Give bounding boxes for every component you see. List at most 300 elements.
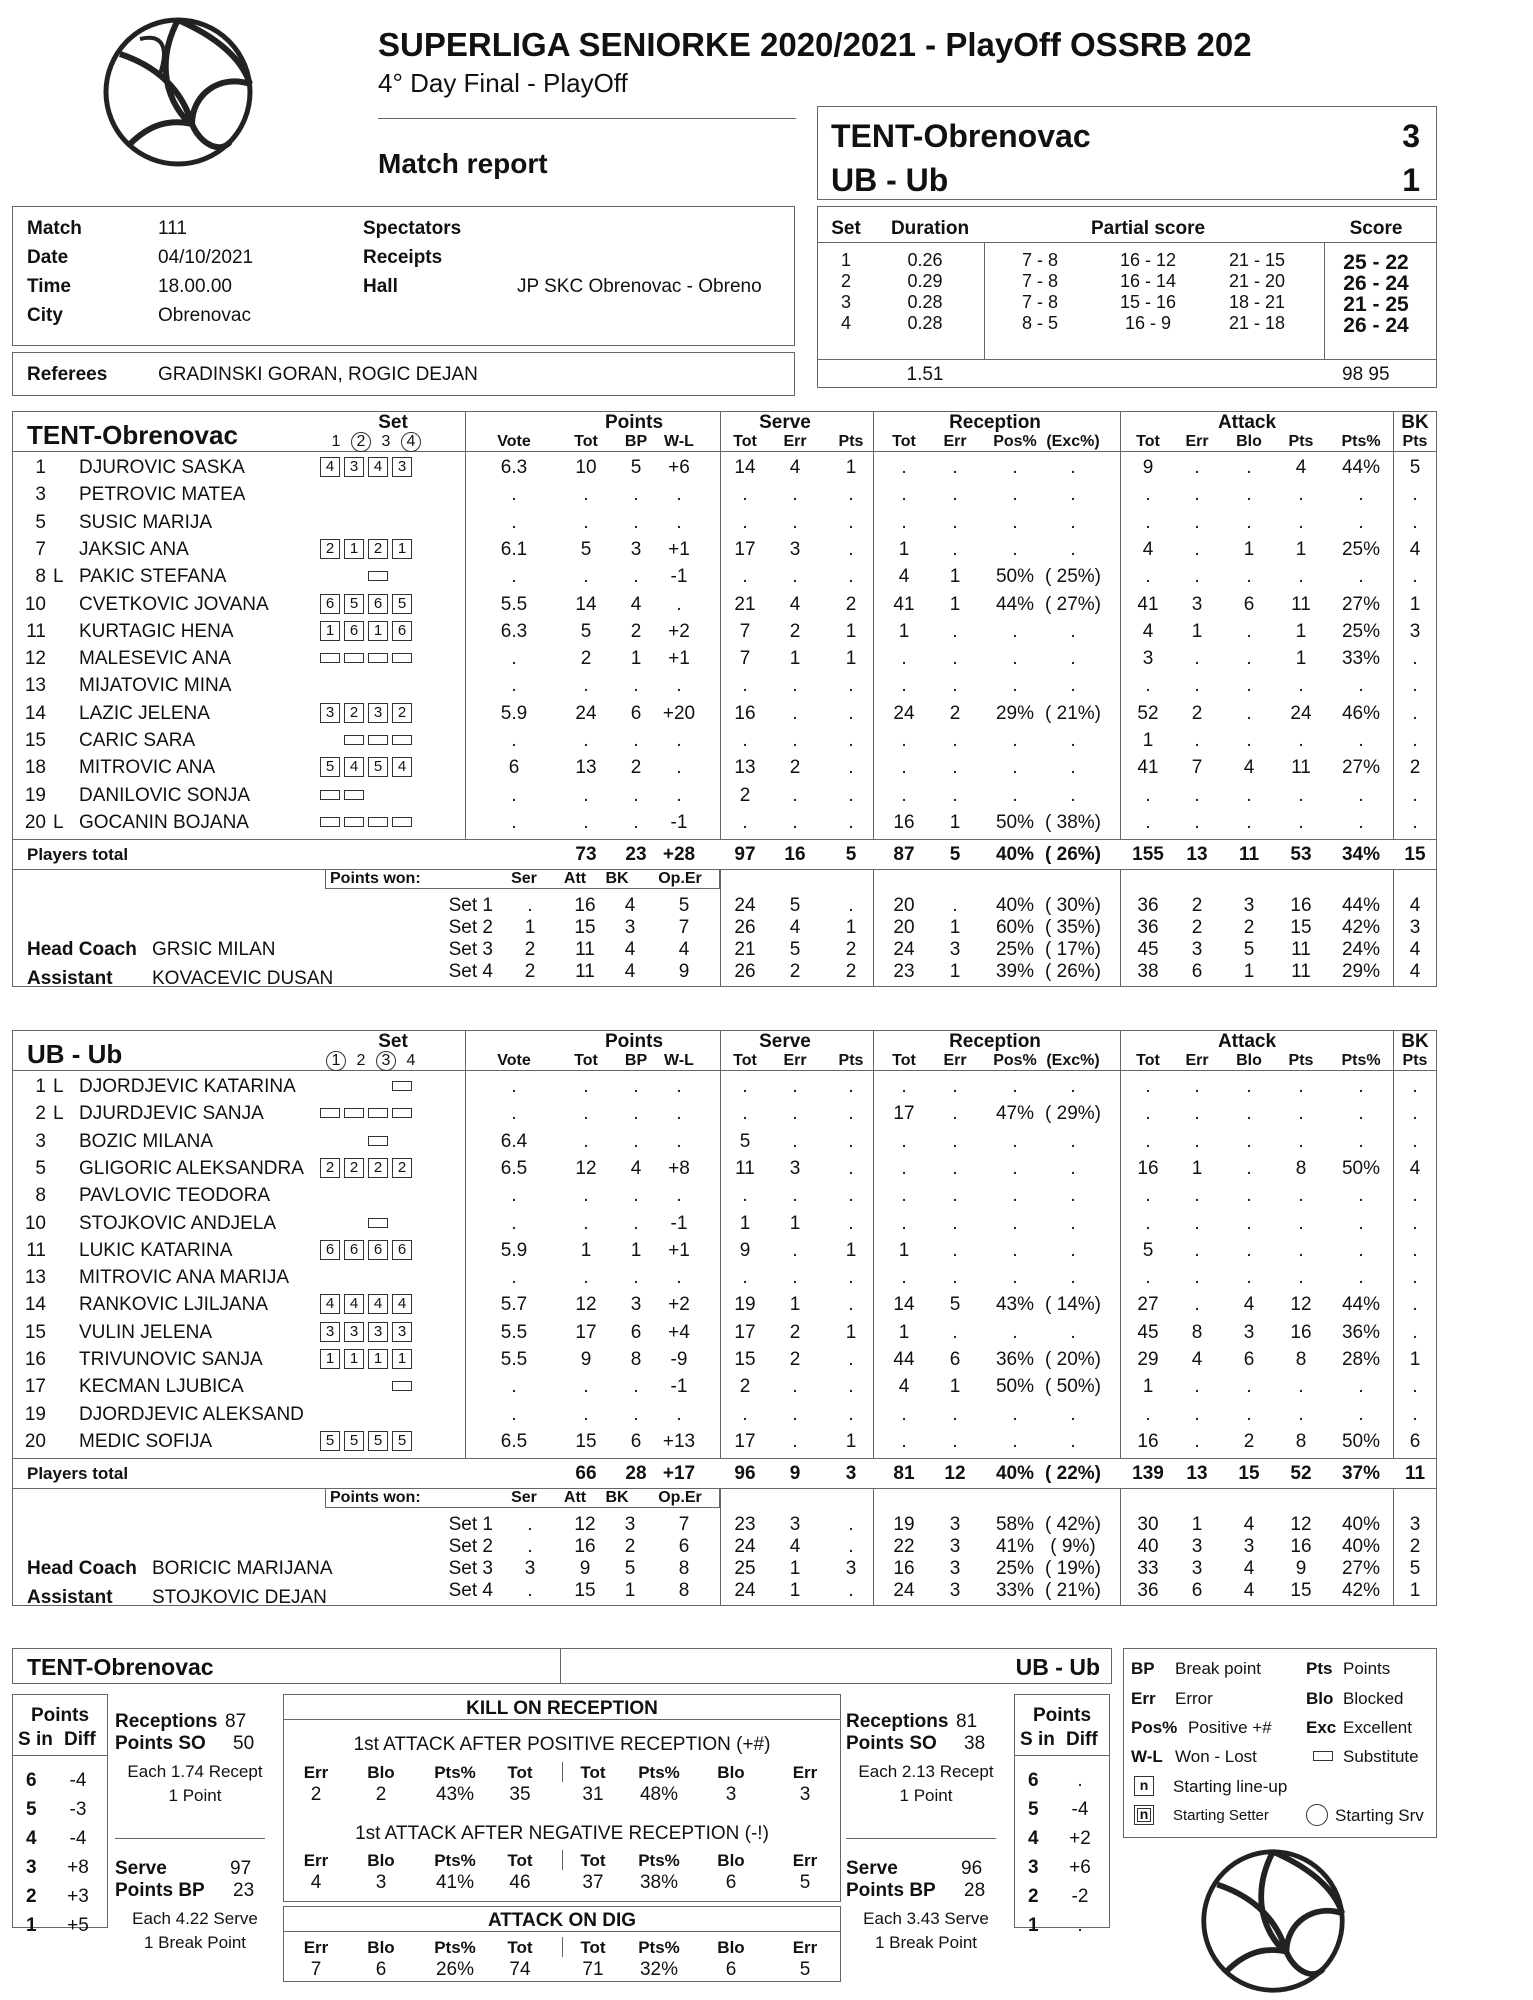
sets-row-partial2: 16 - 14 <box>1119 271 1177 291</box>
player-name: CVETKOVIC JOVANA <box>79 593 269 615</box>
stat-bk: 5 <box>1409 457 1421 478</box>
stat-apts: 1 <box>1295 648 1307 670</box>
stat-rerr: . <box>952 484 958 506</box>
stat-serr: 2 <box>789 757 801 779</box>
legend-lineup-text: Starting line-up <box>1173 1777 1288 1796</box>
stat-vote: 6 <box>508 757 520 779</box>
set-bkp: 3 <box>1409 917 1421 939</box>
col-blo: Blo <box>1236 1052 1262 1069</box>
stat-rtot: . <box>901 1157 907 1179</box>
stat-exc: ( 38%) <box>1045 811 1101 833</box>
bottom-home-name: TENT-Obrenovac <box>27 1654 214 1680</box>
stat-rerr: . <box>952 1403 958 1425</box>
divider <box>12 1070 1437 1071</box>
stat-pos: . <box>1012 1157 1018 1179</box>
set-rtot: 24 <box>893 1580 915 1602</box>
stat-ptot: 1 <box>580 1239 592 1261</box>
stat-vote: . <box>511 484 517 506</box>
set-box-empty <box>320 1404 340 1424</box>
assistant-name: STOJKOVIC DEJAN <box>152 1587 327 1609</box>
stat-rtot: 41 <box>893 593 915 615</box>
stat-stot: 11 <box>735 1157 755 1179</box>
rotation-points-label: Points <box>1032 1705 1092 1726</box>
stat-ptot: . <box>583 1076 589 1097</box>
substitute-box <box>320 817 340 827</box>
stat-spts: 1 <box>845 1239 857 1261</box>
set-pos: 41% <box>995 1536 1035 1558</box>
stat-exc: . <box>1070 538 1076 560</box>
player-name: DJUROVIC SASKA <box>79 457 245 478</box>
legend-exc-key: Exc <box>1306 1718 1337 1737</box>
set-serr: 1 <box>789 1580 801 1602</box>
divider <box>562 1850 563 1870</box>
stat-ablo: 4 <box>1243 757 1255 779</box>
divider <box>720 1488 721 1606</box>
stat-pos: 43% <box>995 1294 1035 1316</box>
report-title: SUPERLIGA SENIORKE 2020/2021 - PlayOff OSSRB 202 <box>378 26 1252 63</box>
stat-rtot: 24 <box>893 702 915 724</box>
stat-stot: 1 <box>739 1212 751 1234</box>
stat-bp: . <box>633 484 639 506</box>
set-rtot: 20 <box>893 917 915 939</box>
stat-pos: 44% <box>995 593 1035 615</box>
stat-atot: 4 <box>1142 538 1154 560</box>
stat-rerr: . <box>952 1130 958 1152</box>
starting-position-box: 6 <box>392 621 412 641</box>
starting-position-box: 2 <box>344 1158 364 1178</box>
reception-rate-unit: 1 Point <box>899 1786 953 1805</box>
sets-row-duration: 0.28 <box>907 313 943 333</box>
col-tot: Tot <box>892 433 916 450</box>
set-box-empty <box>368 785 388 805</box>
sets-row-set: 3 <box>840 292 852 312</box>
stat-apct: . <box>1358 1239 1364 1261</box>
stat-serr: . <box>792 1267 798 1289</box>
stat-spts: . <box>848 566 854 588</box>
stat-apct: . <box>1358 1130 1364 1152</box>
stat-wl: . <box>676 593 682 615</box>
grid-header: Blo <box>717 1763 745 1782</box>
total-points: 98 95 <box>1342 364 1390 385</box>
stat-bk: 3 <box>1409 620 1421 642</box>
rotation-diff: -3 <box>69 1799 87 1820</box>
divider <box>1120 1488 1121 1606</box>
serve-rate-unit: 1 Break Point <box>143 1933 247 1952</box>
set-box-empty <box>344 566 364 586</box>
stat-vote: . <box>511 511 517 533</box>
set-number: 2 <box>356 1052 366 1069</box>
stat-ablo: 1 <box>1243 538 1255 560</box>
player-number: 5 <box>35 1157 46 1179</box>
sets-row-partial1: 8 - 5 <box>1021 313 1059 333</box>
divider <box>465 1030 466 1458</box>
bottom-away-name: UB - Ub <box>1015 1654 1100 1680</box>
stat-exc: . <box>1070 457 1076 478</box>
stat-serr: 1 <box>789 1212 801 1234</box>
stat-bk: . <box>1412 566 1418 588</box>
legend-blo-key: Blo <box>1306 1689 1334 1708</box>
grid-value: 74 <box>509 1959 531 1980</box>
starting-position-box: 5 <box>368 757 388 777</box>
stat-spts: . <box>848 675 854 697</box>
starting-setter-icon: n <box>1134 1805 1154 1825</box>
set-spts: 2 <box>845 939 857 961</box>
referees-label: Referees <box>27 364 108 385</box>
stat-ptot: 5 <box>580 538 592 560</box>
col-pts: Pts <box>1288 433 1314 450</box>
col-tot: Tot <box>1136 1052 1160 1069</box>
stat-spts: . <box>848 1403 854 1425</box>
col-bk: BK <box>1401 1031 1429 1052</box>
legend-bp-text: Break point <box>1175 1659 1261 1678</box>
match-number: 111 <box>158 218 187 239</box>
set-box-empty <box>320 484 340 504</box>
stat-ptot: . <box>583 484 589 506</box>
grid-header: Tot <box>580 1851 606 1870</box>
col-wl: W-L <box>664 1052 694 1069</box>
stat-apct: . <box>1358 730 1364 751</box>
starting-position-box: 5 <box>392 1431 412 1451</box>
stat-stot: 21 <box>734 593 756 615</box>
stat-serr: . <box>792 1130 798 1152</box>
grid-value: 35 <box>509 1784 531 1805</box>
sets-row-set: 2 <box>840 271 852 291</box>
stat-bk: . <box>1412 1076 1418 1097</box>
grid-header: Tot <box>580 1763 606 1782</box>
set-aerr: 3 <box>1191 939 1203 961</box>
grid-header: Tot <box>507 1851 533 1870</box>
set-serr: 5 <box>789 939 801 961</box>
stat-bk: . <box>1412 1267 1418 1289</box>
stat-spts: . <box>848 702 854 724</box>
starting-position-box: 4 <box>392 757 412 777</box>
stat-bp: . <box>633 730 639 751</box>
set-label: Set 4 <box>448 961 493 983</box>
player-set-boxes <box>320 1103 416 1125</box>
stat-aerr: . <box>1194 538 1200 560</box>
set-spts: 1 <box>845 917 857 939</box>
divider <box>562 1762 563 1782</box>
substitute-box <box>344 790 364 800</box>
rotation-diff: +8 <box>67 1857 89 1878</box>
col-vote: Vote <box>497 1052 531 1069</box>
divider <box>873 1488 874 1606</box>
stat-pos: . <box>1012 1212 1018 1234</box>
stat-bp: . <box>633 1267 639 1289</box>
set-aerr: 2 <box>1191 895 1203 917</box>
rotation-points-label: Points <box>30 1705 90 1726</box>
grid-value: 32% <box>639 1959 679 1980</box>
set-apts: 15 <box>1290 1580 1312 1602</box>
sets-row-partial1: 7 - 8 <box>1021 292 1059 312</box>
stat-bk: 6 <box>1409 1430 1421 1452</box>
legend-err-key: Err <box>1131 1689 1156 1708</box>
points-so-label: Points SO <box>846 1733 937 1754</box>
stat-apct: 50% <box>1341 1430 1381 1452</box>
total-bk: 15 <box>1404 844 1426 866</box>
points-so-label: Points SO <box>115 1733 206 1754</box>
stat-vote: . <box>511 1185 517 1207</box>
set-number: 3 <box>381 433 391 450</box>
stat-apts: 4 <box>1295 457 1307 478</box>
serve-rate-unit: 1 Break Point <box>874 1933 978 1952</box>
stat-bk: . <box>1412 730 1418 751</box>
stat-atot: . <box>1145 1267 1151 1289</box>
player-name: LAZIC JELENA <box>79 702 210 724</box>
set-box-empty <box>320 512 340 532</box>
rotation-num: 1 <box>1028 1915 1039 1936</box>
set-box-empty <box>368 484 388 504</box>
stat-bp: . <box>633 1376 639 1398</box>
points-so-value: 38 <box>964 1733 986 1754</box>
substitute-box <box>368 817 388 827</box>
total-bk: 11 <box>1404 1463 1426 1485</box>
legend-setter-text: Starting Setter <box>1173 1807 1269 1824</box>
stat-bp: 4 <box>630 593 642 615</box>
total-exc: ( 22%) <box>1045 1463 1101 1485</box>
stat-bp: . <box>633 811 639 833</box>
stat-aerr: . <box>1194 1212 1200 1234</box>
stat-vote: . <box>511 784 517 806</box>
rotation-num: 2 <box>26 1886 37 1907</box>
stat-serr: . <box>792 1376 798 1398</box>
player-set-boxes <box>320 1185 416 1207</box>
stat-wl: +1 <box>668 538 690 560</box>
player-name: LUKIC KATARINA <box>79 1239 233 1261</box>
stat-bp: 6 <box>630 702 642 724</box>
player-name: CARIC SARA <box>79 730 196 751</box>
stat-pos: . <box>1012 1130 1018 1152</box>
stat-serr: 2 <box>789 620 801 642</box>
stat-bp: . <box>633 566 639 588</box>
substitute-box <box>344 653 364 663</box>
set-rerr: 3 <box>949 1558 961 1580</box>
player-name: DJORDJEVIC ALEKSAND <box>79 1403 304 1425</box>
stat-exc: . <box>1070 1267 1076 1289</box>
player-name: PETROVIC MATEA <box>79 484 246 506</box>
stat-bp: 3 <box>630 1294 642 1316</box>
stat-spts: 1 <box>845 1430 857 1452</box>
stat-atot: 41 <box>1137 757 1159 779</box>
stat-vote: . <box>511 675 517 697</box>
set-apts: 16 <box>1290 895 1312 917</box>
stat-ptot: 15 <box>575 1430 597 1452</box>
stat-rtot: . <box>901 457 907 478</box>
stat-exc: ( 25%) <box>1045 566 1101 588</box>
stat-ptot: . <box>583 1130 589 1152</box>
col-tot: Tot <box>574 433 598 450</box>
col-ser: Ser <box>511 870 537 888</box>
divider <box>465 411 466 839</box>
stat-pos: . <box>1012 484 1018 506</box>
starting-position-box: 2 <box>368 1158 388 1178</box>
stat-apts: 8 <box>1295 1157 1307 1179</box>
substitute-box <box>392 1381 412 1391</box>
stat-stot: 16 <box>734 702 756 724</box>
set-box-empty <box>368 1376 388 1396</box>
player-set-boxes <box>320 1322 416 1344</box>
stat-stot: 17 <box>734 1430 756 1452</box>
stat-serr: 2 <box>789 1349 801 1370</box>
total-rtot: 87 <box>893 844 915 866</box>
player-name: JAKSIC ANA <box>79 538 189 560</box>
stat-vote: . <box>511 1076 517 1097</box>
stat-spts: . <box>848 484 854 506</box>
player-set-boxes <box>320 1131 416 1153</box>
stat-rerr: . <box>952 620 958 642</box>
stat-apts: 11 <box>1291 757 1311 779</box>
stat-aerr: . <box>1194 1185 1200 1207</box>
stat-rerr: . <box>952 648 958 670</box>
divider <box>12 1488 1437 1489</box>
stat-ptot: 12 <box>575 1157 597 1179</box>
player-number: 2 <box>35 1103 46 1125</box>
reception-rate-unit: 1 Point <box>168 1786 222 1805</box>
player-number: 5 <box>35 511 46 533</box>
stat-bp: . <box>633 1103 639 1125</box>
set-att: 11 <box>575 939 595 961</box>
sets-header-score: Score <box>1349 218 1403 239</box>
starting-position-box: 1 <box>320 1349 340 1369</box>
set-apct: 29% <box>1341 961 1381 983</box>
stat-wl: . <box>676 1403 682 1425</box>
stat-rtot: 1 <box>898 1321 910 1343</box>
stat-rerr: . <box>952 457 958 478</box>
col-exc: (Exc%) <box>1046 1052 1100 1069</box>
stat-stot: . <box>742 1185 748 1207</box>
set-apts: 9 <box>1295 1558 1307 1580</box>
set-numbers <box>326 1051 426 1071</box>
stat-ptot: . <box>583 784 589 806</box>
stat-apct: 25% <box>1341 538 1381 560</box>
away-sets-won: 1 <box>1402 162 1420 198</box>
stat-ablo: . <box>1246 1403 1252 1425</box>
set-number: 2 <box>351 432 371 452</box>
divider <box>562 1937 563 1957</box>
player-name: STOJKOVIC ANDJELA <box>79 1212 277 1234</box>
stat-stot: . <box>742 484 748 506</box>
set-label: Set 1 <box>448 1514 493 1536</box>
team-name: TENT-Obrenovac <box>27 420 238 450</box>
stat-atot: . <box>1145 1130 1151 1152</box>
set-pos: 39% <box>995 961 1035 983</box>
stat-apct: 27% <box>1341 757 1381 779</box>
stat-apts: 11 <box>1291 593 1311 615</box>
stat-rerr: . <box>952 1239 958 1261</box>
stat-apct: . <box>1358 566 1364 588</box>
sets-row-partial2: 16 - 9 <box>1124 313 1172 333</box>
starting-position-box: 2 <box>344 703 364 723</box>
stat-bk: 4 <box>1409 1157 1421 1179</box>
set-box-empty <box>392 1404 412 1424</box>
player-number: 15 <box>24 1321 46 1343</box>
stat-bp: 6 <box>630 1321 642 1343</box>
stat-ptot: 14 <box>575 593 597 615</box>
set-box-empty <box>344 1185 364 1205</box>
stat-spts: . <box>848 538 854 560</box>
total-exc: ( 26%) <box>1045 844 1101 866</box>
col-err: Err <box>943 433 967 450</box>
col-tot: Tot <box>733 433 757 450</box>
stat-rerr: . <box>952 757 958 779</box>
sets-row-set: 1 <box>840 250 852 270</box>
stat-rtot: . <box>901 730 907 751</box>
total-atot: 155 <box>1132 844 1164 866</box>
player-number: 14 <box>24 1294 46 1316</box>
stat-aerr: 4 <box>1191 1349 1203 1370</box>
total-apts: 52 <box>1290 1463 1312 1485</box>
set-ablo: 4 <box>1243 1514 1255 1536</box>
stat-exc: ( 14%) <box>1045 1294 1101 1316</box>
player-number: 12 <box>24 648 46 670</box>
set-box-empty <box>368 1267 388 1287</box>
stat-bk: . <box>1412 1103 1418 1125</box>
col-points: Points <box>604 412 664 433</box>
legend-exc-text: Excellent <box>1343 1718 1412 1737</box>
stat-rerr: . <box>952 730 958 751</box>
points-bp-value: 23 <box>233 1880 255 1901</box>
set-pos: 33% <box>995 1580 1035 1602</box>
col-reception: Reception <box>949 1031 1041 1052</box>
stat-apct: . <box>1358 1267 1364 1289</box>
stat-stot: . <box>742 1103 748 1125</box>
libero-mark: L <box>53 1076 64 1097</box>
player-name: PAVLOVIC TEODORA <box>79 1185 271 1207</box>
stat-exc: . <box>1070 1239 1076 1261</box>
starting-position-box: 4 <box>368 1294 388 1314</box>
set-box-empty <box>368 675 388 695</box>
set-box-empty <box>392 1131 412 1151</box>
stat-bk: . <box>1412 1239 1418 1261</box>
rotation-diff: . <box>1077 1915 1083 1936</box>
sets-row-duration: 0.29 <box>907 271 943 291</box>
set-oper: 8 <box>678 1558 690 1580</box>
stat-pos: 36% <box>995 1349 1035 1370</box>
total-pos: 40% <box>995 844 1035 866</box>
stat-aerr: 3 <box>1191 593 1203 615</box>
substitute-box <box>368 653 388 663</box>
serve-value: 97 <box>230 1858 252 1879</box>
set-exc: ( 26%) <box>1045 961 1101 983</box>
set-aerr: 6 <box>1191 1580 1203 1602</box>
stat-exc: . <box>1070 757 1076 779</box>
rotation-diff-label: Diff <box>64 1729 96 1750</box>
stat-atot: 16 <box>1137 1430 1159 1452</box>
set-atot: 36 <box>1137 917 1159 939</box>
stat-bp: . <box>633 675 639 697</box>
stat-wl: . <box>676 484 682 506</box>
stat-aerr: . <box>1194 484 1200 506</box>
players-total-label: Players total <box>27 1464 129 1484</box>
stat-aerr: . <box>1194 675 1200 697</box>
set-bk: 3 <box>624 917 636 939</box>
stat-apct: 25% <box>1341 620 1381 642</box>
stat-apts: 8 <box>1295 1349 1307 1370</box>
stat-serr: 2 <box>789 1321 801 1343</box>
set-oper: 7 <box>678 917 690 939</box>
set-atot: 36 <box>1137 895 1159 917</box>
stat-vote: 6.4 <box>500 1130 528 1152</box>
set-stot: 26 <box>734 917 756 939</box>
assistant-label: Assistant <box>27 968 113 990</box>
libero-mark: L <box>53 811 64 833</box>
col-serve: Serve <box>759 1031 811 1052</box>
legend-pos-key: Pos% <box>1131 1718 1178 1737</box>
set-stot: 23 <box>734 1514 756 1536</box>
sets-row-partial3: 21 - 20 <box>1228 271 1286 291</box>
stat-serr: . <box>792 511 798 533</box>
player-name: GOCANIN BOJANA <box>79 811 249 833</box>
